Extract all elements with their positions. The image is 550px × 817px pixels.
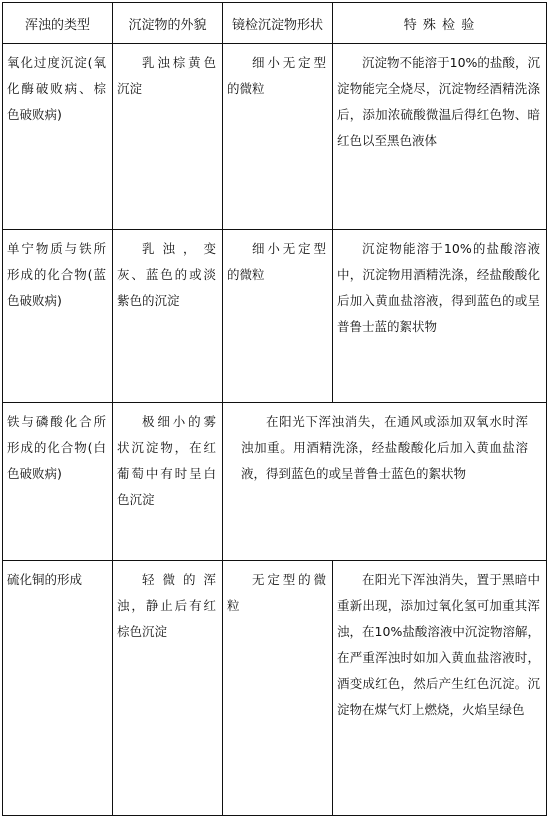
cell-type [3,561,113,816]
cell-text: 氧化过度沉淀(氧化酶破败病、棕色破败病) [7,55,106,122]
table-row [3,403,547,561]
table-row [3,230,547,403]
cell-microscopy [223,230,333,403]
header-turbidity-type: 浑浊的类型 [3,3,113,44]
header-special-test: 特 殊 检 验 [333,3,547,44]
cell-text: 在阳光下浑浊消失，置于黑暗中重新出现，添加过氧化氢可加重其浑浊，在10%盐酸溶液中沉淀物溶解，在严重浑浊时如加入黄血盐溶液时，酒变成红色，然后产生红色沉淀。沉淀物在煤气灯上燃烧，火焰呈绿色 [337,572,540,717]
header-microscopy-shape: 镜检沉淀物形状 [223,3,333,44]
header-row [3,3,547,44]
cell-text: 乳浊棕黄色沉淀 [117,55,216,96]
cell-text: 沉淀物不能溶于10%的盐酸，沉淀物能完全烧尽，沉淀物经酒精洗涤后，添加浓硫酸微温后得红色物、暗红色以至黑色液体 [337,55,540,148]
cell-text: 硫化铜的形成 [7,572,83,587]
cell-text: 在阳光下浑浊消失，在通风或添加双氧水时浑浊加重。用酒精洗涤，经盐酸酸化后加入黄血盐溶液，得到蓝色的或呈普鲁士蓝色的絮状物 [241,414,528,481]
cell-type [3,403,113,561]
cell-type [3,44,113,230]
cell-text: 细小无定型的微粒 [227,241,326,282]
cell-type [3,230,113,403]
cell-microscopy [223,561,333,816]
cell-special-test [333,230,547,403]
cell-appearance [113,561,223,816]
cell-appearance [113,230,223,403]
cell-appearance [113,403,223,561]
cell-text: 细小无定型的微粒 [227,55,326,96]
cell-appearance [113,44,223,230]
cell-text: 乳浊，变灰、蓝色的或淡紫色的沉淀 [117,241,216,308]
cell-special-test [333,44,547,230]
cell-special-test [333,561,547,816]
header-sediment-appearance: 沉淀物的外貌 [113,3,223,44]
cell-text: 极细小的雾状沉淀物，在红葡萄中有时呈白色沉淀 [117,414,216,507]
cell-text: 无定型的微粒 [227,572,326,613]
table-row [3,561,547,816]
table-row [3,44,547,230]
cell-merged-observation [223,403,547,561]
cell-microscopy [223,44,333,230]
wine-turbidity-table [2,2,547,816]
cell-text: 铁与磷酸化合所形成的化合物(白色破败病) [7,414,106,481]
cell-text: 单宁物质与铁所形成的化合物(蓝色破败病) [7,241,106,308]
cell-text: 沉淀物能溶于10%的盐酸溶液中，沉淀物用酒精洗涤，经盐酸酸化后加入黄血盐溶液，得到蓝色的或呈普鲁士蓝的絮状物 [337,241,540,334]
cell-text: 轻微的浑浊，静止后有红棕色沉淀 [117,572,216,639]
